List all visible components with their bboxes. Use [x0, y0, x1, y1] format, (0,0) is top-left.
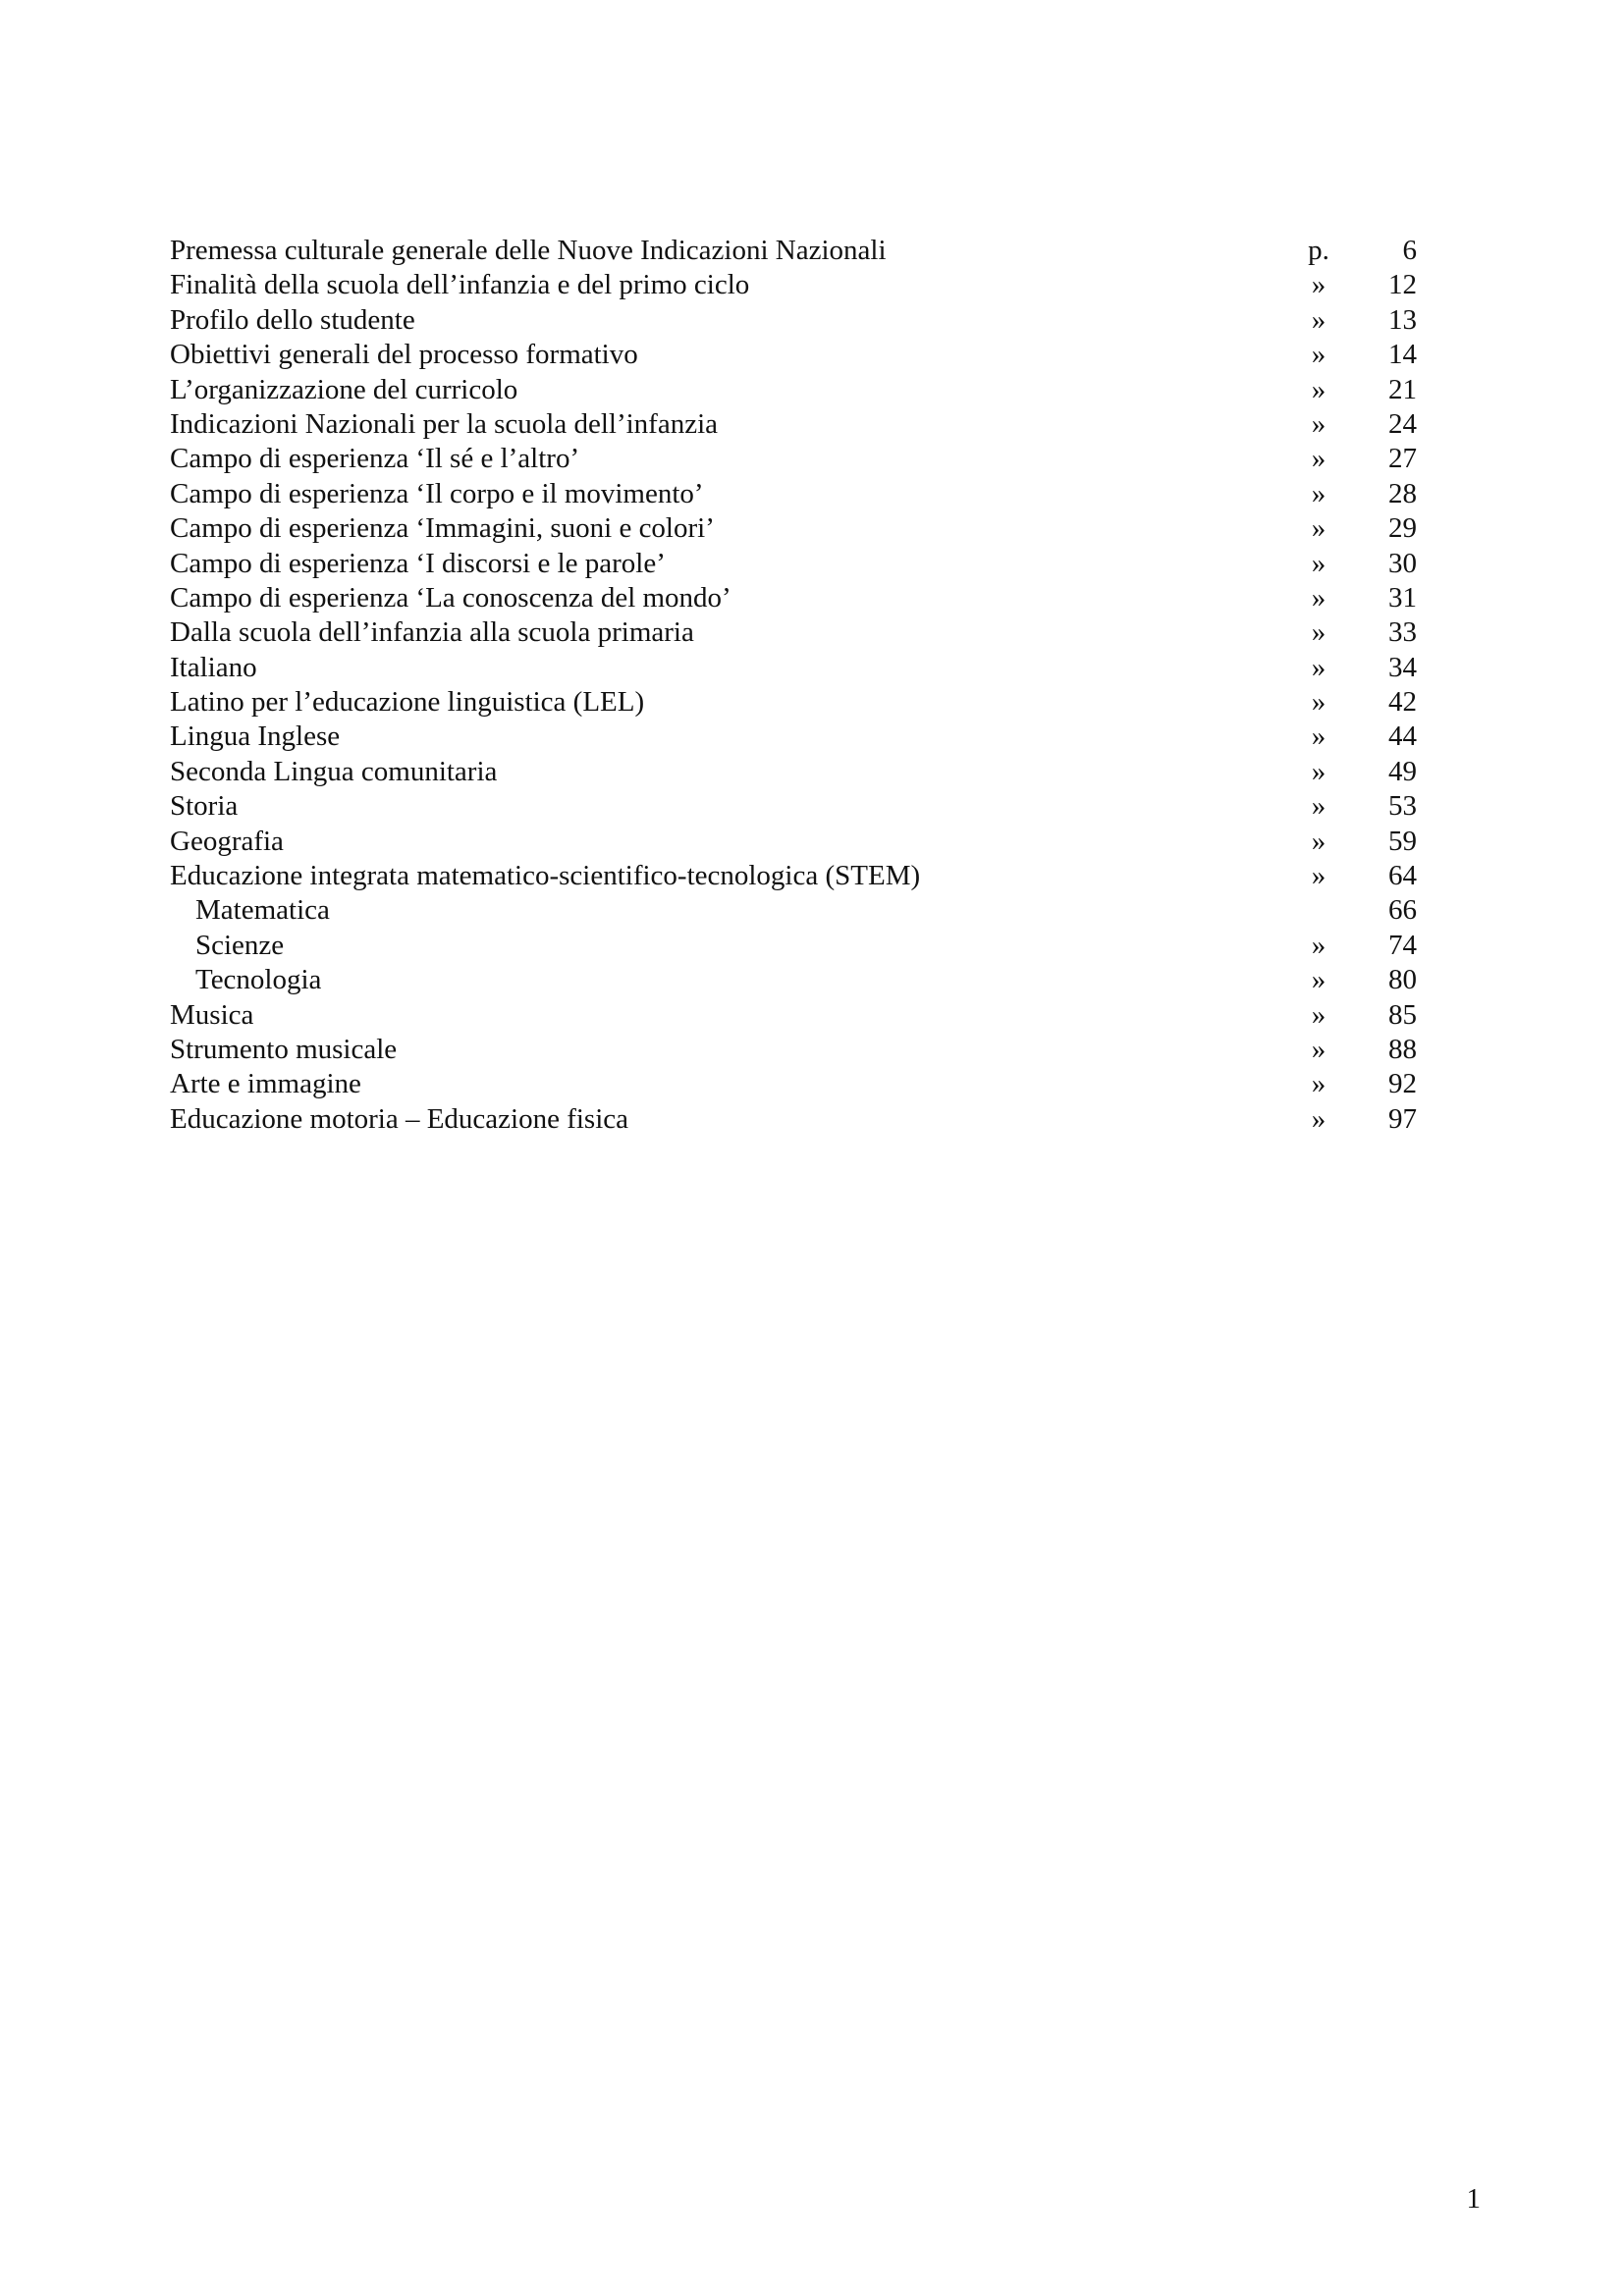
toc-entry-page: 28: [1388, 477, 1417, 509]
toc-entry-marker: »: [1311, 721, 1326, 753]
toc-entry-title: Educazione integrata matematico-scientifico-tecnologica (STEM): [170, 860, 921, 892]
toc-entry-marker: »: [1311, 581, 1326, 614]
toc-entry-marker: »: [1311, 929, 1326, 961]
toc-entry-page: 92: [1388, 1068, 1417, 1100]
toc-entry-title: Lingua Inglese: [170, 721, 341, 753]
toc-entry-title: Scienze: [195, 929, 285, 961]
toc-entry: [170, 615, 1417, 650]
toc-entry-marker: »: [1311, 303, 1326, 336]
toc-entry-marker: »: [1311, 477, 1326, 509]
toc-entry-marker: p.: [1308, 235, 1329, 266]
toc-entry: [170, 547, 1417, 581]
toc-entry-title: Obiettivi generali del processo formativo: [170, 339, 638, 371]
toc-entry-page: 33: [1388, 616, 1417, 649]
toc-entry-page: 53: [1388, 790, 1417, 823]
toc-entry: [170, 859, 1417, 893]
toc-entry-marker: »: [1311, 616, 1326, 649]
toc-entry-title: Campo di esperienza ‘La conoscenza del mondo’: [170, 581, 731, 614]
toc-entry-marker: »: [1311, 998, 1326, 1031]
toc-entry-marker: »: [1311, 755, 1326, 787]
toc-entry-marker: »: [1311, 686, 1326, 719]
toc-entry-page: 66: [1388, 894, 1417, 927]
toc-entry-page: 12: [1388, 269, 1417, 301]
toc-entry: [170, 407, 1417, 442]
toc-entry-marker: »: [1311, 339, 1326, 371]
toc-entry: [170, 720, 1417, 754]
toc-entry: [170, 825, 1417, 859]
toc-entry: [170, 234, 1417, 268]
toc-entry-marker: »: [1311, 443, 1326, 475]
table-of-contents: [170, 234, 1417, 1137]
toc-entry: [170, 998, 1417, 1033]
toc-entry: [170, 789, 1417, 824]
toc-subentry: [170, 893, 1417, 928]
toc-entry-marker: »: [1311, 1102, 1326, 1135]
toc-entry-page: 29: [1388, 512, 1417, 545]
toc-entry-page: 30: [1388, 547, 1417, 579]
toc-entry: [170, 1033, 1417, 1067]
toc-entry-marker: »: [1311, 860, 1326, 892]
toc-entry-title: Campo di esperienza ‘Il corpo e il movimento’: [170, 477, 704, 509]
toc-entry-title: L’organizzazione del curricolo: [170, 373, 518, 405]
toc-entry: [170, 303, 1417, 338]
toc-entry-title: Arte e immagine: [170, 1068, 361, 1100]
toc-entry-marker: »: [1311, 373, 1326, 405]
toc-entry: [170, 511, 1417, 546]
toc-subentry: [170, 929, 1417, 963]
toc-entry-marker: »: [1311, 790, 1326, 823]
toc-entry-title: Tecnologia: [195, 964, 322, 996]
toc-entry-page: 27: [1388, 443, 1417, 475]
toc-entry-title: Finalità della scuola dell’infanzia e del primo ciclo: [170, 269, 750, 301]
toc-entry-page: 64: [1388, 860, 1417, 892]
toc-entry: [170, 442, 1417, 476]
toc-entry-page: 42: [1388, 686, 1417, 719]
toc-entry: [170, 268, 1417, 302]
toc-entry-marker: »: [1311, 269, 1326, 301]
toc-entry-marker: »: [1311, 407, 1326, 440]
toc-entry-title: Strumento musicale: [170, 1033, 398, 1065]
toc-entry-title: Musica: [170, 998, 254, 1031]
toc-entry-page: 80: [1388, 964, 1417, 996]
toc-entry-title: Campo di esperienza ‘Il sé e l’altro’: [170, 443, 580, 475]
toc-entry-marker: »: [1311, 512, 1326, 545]
toc-entry: [170, 1102, 1417, 1137]
toc-entry-page: 59: [1388, 825, 1417, 857]
toc-entry-title: Storia: [170, 790, 239, 823]
toc-entry-title: Profilo dello studente: [170, 303, 415, 336]
toc-subentry: [170, 963, 1417, 997]
toc-entry-page: 31: [1388, 581, 1417, 614]
toc-entry-page: 97: [1388, 1102, 1417, 1135]
toc-entry: [170, 685, 1417, 720]
toc-entry-title: Campo di esperienza ‘Immagini, suoni e colori’: [170, 512, 715, 545]
toc-entry-title: Italiano: [170, 651, 257, 683]
toc-entry-page: 88: [1388, 1033, 1417, 1065]
toc-entry-page: 85: [1388, 998, 1417, 1031]
toc-entry-title: Seconda Lingua comunitaria: [170, 755, 498, 787]
toc-entry: [170, 581, 1417, 615]
toc-entry-page: 13: [1388, 303, 1417, 336]
toc-entry: [170, 1067, 1417, 1101]
toc-entry-title: Latino per l’educazione linguistica (LEL): [170, 686, 645, 719]
toc-entry-marker: »: [1311, 651, 1326, 683]
toc-entry-title: Educazione motoria – Educazione fisica: [170, 1102, 629, 1135]
toc-entry-title: Indicazioni Nazionali per la scuola dell’infanzia: [170, 407, 718, 440]
toc-entry-marker: »: [1311, 1068, 1326, 1100]
toc-entry: [170, 373, 1417, 407]
toc-entry-title: Matematica: [195, 894, 330, 927]
toc-entry-page: 74: [1388, 929, 1417, 961]
page-number: 1: [1466, 2183, 1481, 2215]
toc-entry: [170, 338, 1417, 372]
toc-entry-title: Campo di esperienza ‘I discorsi e le parole’: [170, 547, 666, 579]
toc-entry-page: 44: [1388, 721, 1417, 753]
toc-entry-title: Geografia: [170, 825, 284, 857]
toc-entry-page: 14: [1388, 339, 1417, 371]
toc-entry-title: Premessa culturale generale delle Nuove Indicazioni Nazionali: [170, 235, 887, 266]
toc-entry: [170, 755, 1417, 789]
toc-entry-marker: »: [1311, 825, 1326, 857]
toc-entry-page: 21: [1388, 373, 1417, 405]
toc-entry-marker: »: [1311, 1033, 1326, 1065]
toc-entry-page: 49: [1388, 755, 1417, 787]
toc-entry-page: 24: [1388, 407, 1417, 440]
toc-entry-marker: »: [1311, 964, 1326, 996]
toc-entry: [170, 477, 1417, 511]
toc-entry: [170, 651, 1417, 685]
toc-entry-title: Dalla scuola dell’infanzia alla scuola primaria: [170, 616, 694, 649]
toc-entry-page: 34: [1388, 651, 1417, 683]
toc-entry-marker: »: [1311, 547, 1326, 579]
toc-entry-page: 6: [1402, 235, 1417, 266]
